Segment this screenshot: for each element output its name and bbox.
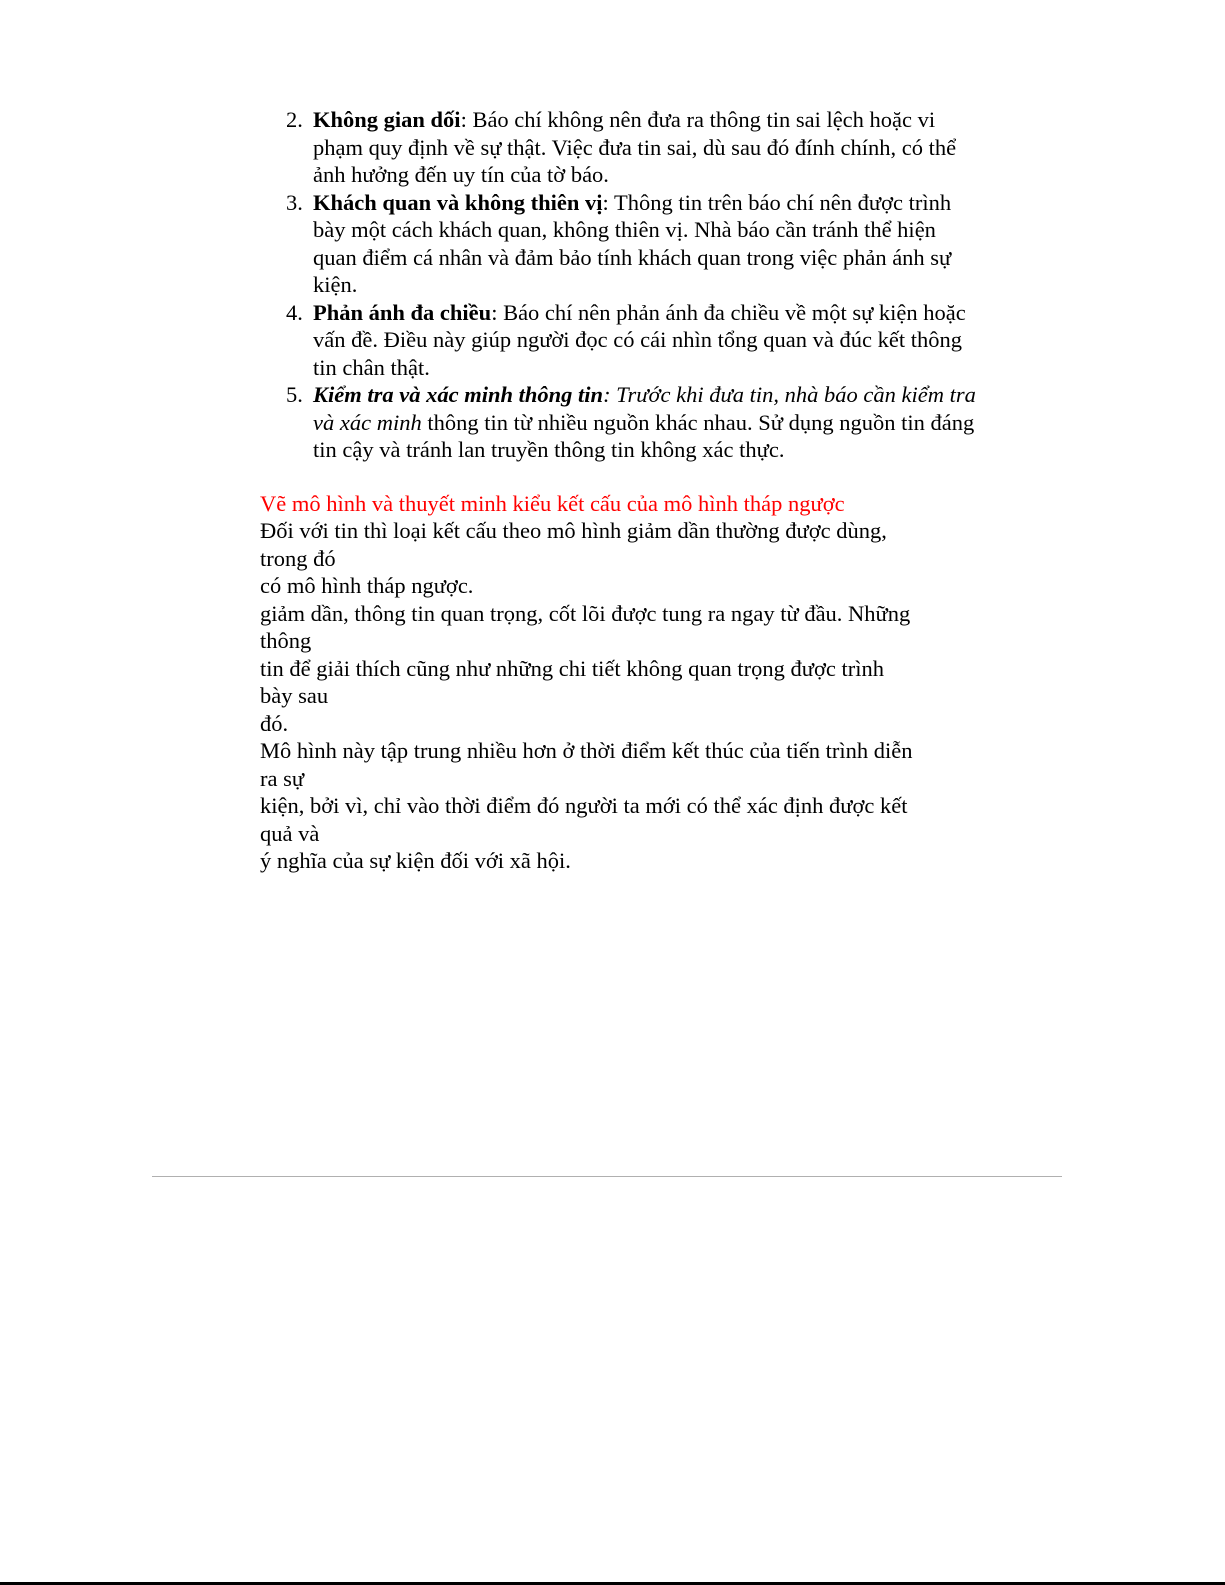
paragraph-line: bày sau [260,683,329,708]
list-item-4 [260,299,980,382]
list-item-5 [260,381,980,464]
list-item-term: Không gian dối [313,107,461,132]
list-item-term: Kiểm tra và xác minh thông tin [313,382,604,407]
list-number: 2. [286,107,303,132]
paragraph-line: thông [260,628,312,653]
paragraph-line: quả và [260,820,320,846]
list-number: 3. [286,189,303,215]
list-body [313,381,980,464]
list-body [313,189,980,299]
paragraph-line: Mô hình này tập trung nhiều hơn ở thời điểm kết thúc của tiến trình diễn [260,738,913,763]
paragraph-line: giảm dần, thông tin quan trọng, cốt lõi được tung ra ngay từ đầu. Những [260,600,911,626]
paragraph-line: kiện, bởi vì, chỉ vào thời điểm đó người ta mới có thể xác định được kết [260,793,908,818]
list-item-text: : Báo chí nên phản ánh đa chiều về một sự kiện hoặc vấn đề. Điều này giúp người đọc có cái nhìn tổng quan và đúc kết thông tin chân thật. [313,299,966,380]
list-item-term: Khách quan và không thiên vị [313,189,603,215]
section-heading: Vẽ mô hình và thuyết minh kiểu kết cấu của mô hình tháp ngược [260,490,845,516]
list-item-text: : Báo chí không nên đưa ra thông tin sai lệch hoặc vi phạm quy định về sự thật. Việc đưa tin sai, dù sau đó đính chính, có thể ảnh hưởng đến uy tín của tờ báo. [313,107,957,187]
list-item-text: : Thông tin trên báo chí nên được trình bày một cách khách quan, không thiên vị. Nhà báo cần tránh thể hiện quan điểm cá nhân và đảm bảo tính khách quan trong việc phản ánh sự kiện. [313,189,952,297]
page-content [260,106,980,875]
list-item-3 [260,189,980,299]
paragraph-line: đó. [260,710,289,736]
paragraph-line: ý nghĩa của sự kiện đối với xã hội. [260,848,571,873]
list-item-2 [260,106,980,189]
list-item-italic-text: : Trước khi đưa tin, nhà báo cần kiểm tra và xác minh [313,382,976,435]
paragraph-line: Đối với tin thì loại kết cấu theo mô hình giảm dần thường được dùng, [260,518,887,543]
paragraph-line: tin để giải thích cũng như những chi tiết không quan trọng được trình [260,655,885,681]
paragraph-line: ra sự [260,765,305,791]
list-number: 5. [286,382,303,407]
section-body [260,517,980,875]
list-item-term: Phản ánh đa chiều [313,299,492,325]
paragraph-line: có mô hình tháp ngược. [260,573,474,598]
page-divider [152,1176,1062,1177]
list-body [313,299,980,382]
numbered-list [260,106,980,464]
list-body [313,106,980,189]
list-item-text: thông tin từ nhiều nguồn khác nhau. Sử dụng nguồn tin đáng tin cậy và tránh lan truyền thông tin không xác thực. [313,409,975,462]
list-number: 4. [286,299,303,325]
paragraph-line: trong đó [260,545,336,571]
